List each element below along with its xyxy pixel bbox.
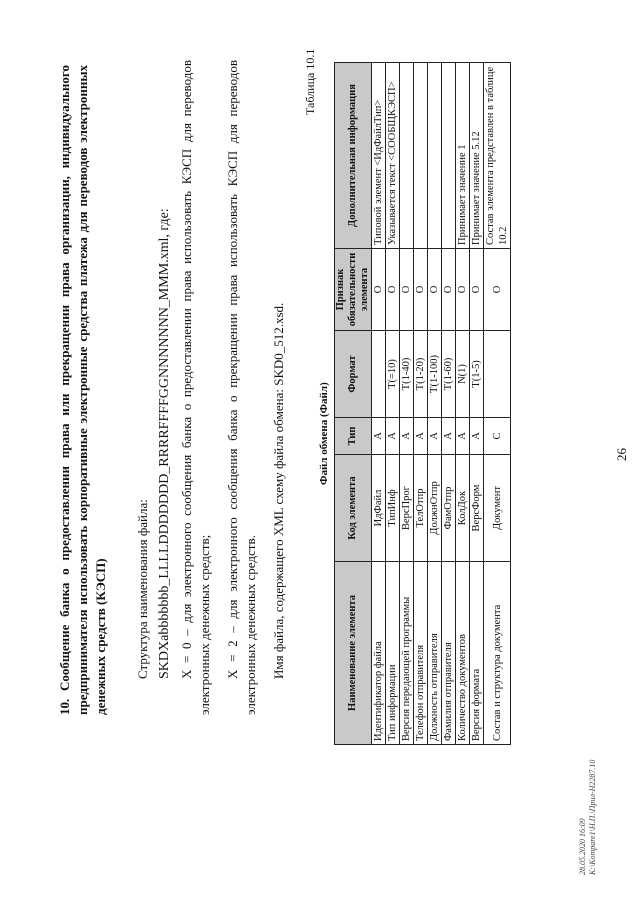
table-cell: О <box>372 249 386 331</box>
table-row <box>470 63 484 745</box>
exchange-file-table <box>334 62 511 745</box>
paragraph-structure: Структура наименования файла: <box>135 499 150 679</box>
table-cell: Принимает значение 1 <box>456 63 470 249</box>
table-cell: A <box>442 418 456 455</box>
table-cell: Количество документов <box>456 562 470 745</box>
table-cell: ФамОтпр <box>442 455 456 562</box>
table-row <box>456 63 470 745</box>
table-cell: T(1-60) <box>442 331 456 418</box>
table-cell: О <box>470 249 484 331</box>
table-cell: ВерсПрог <box>400 455 414 562</box>
paragraph-x2: X = 2 – для электронного сообщения банка о прекращении права использовать КЭСП для переводов электронных денежных средств. <box>225 60 258 715</box>
table-cell: A <box>456 418 470 455</box>
table-caption: Файл обмена (Файл) <box>318 382 330 485</box>
table-cell: A <box>386 418 400 455</box>
table-row <box>484 63 511 745</box>
table-cell: Тип информации <box>386 562 400 745</box>
table-cell: ИдФайл <box>372 455 386 562</box>
section-heading: 10. Сообщение банка о предоставлении права или прекращении права организации, индивидуального предпринимателя использовать корпоративные электронные средства платежа для переводов электронных денежных средств (КЭСП) <box>57 65 108 715</box>
table-row <box>372 63 386 745</box>
table-cell: Состав элемента представлен в таблице 10.2 <box>484 63 511 249</box>
table-cell: T(=10) <box>386 331 400 418</box>
table-cell: Версия формата <box>470 562 484 745</box>
table-cell: О <box>400 249 414 331</box>
table-cell: A <box>428 418 442 455</box>
table-cell: О <box>442 249 456 331</box>
print-stamp <box>578 760 598 875</box>
table-cell: О <box>386 249 400 331</box>
table-cell: ДолжнОтпр <box>428 455 442 562</box>
table-cell <box>442 63 456 249</box>
table-cell: A <box>414 418 428 455</box>
col-header-name: Наименование элемента <box>335 562 372 745</box>
table-row <box>400 63 414 745</box>
table-cell: Документ <box>484 455 511 562</box>
col-header-info: Дополнительная информация <box>335 63 372 249</box>
table-cell: Указывается текст <СООБЩКЭСП> <box>386 63 400 249</box>
table-cell: ВерсФорм <box>470 455 484 562</box>
table-cell: О <box>484 249 511 331</box>
table-cell: О <box>428 249 442 331</box>
table-cell: A <box>470 418 484 455</box>
paragraph-x0: X = 0 – для электронного сообщения банка о предоставлении права использовать КЭСП для переводов электронных денежных средств; <box>179 60 212 715</box>
paragraph-filename: SKDXabbbbbbb_LLLLDDDDDDD_RRRRFFFFGGNNNNNNN_MMM.xml, где: <box>157 208 172 679</box>
table-cell: N(1) <box>456 331 470 418</box>
table-cell: КолДок <box>456 455 470 562</box>
col-header-code: Код элемента <box>335 455 372 562</box>
table-cell: Типовой элемент <ИдФайлТип> <box>372 63 386 249</box>
table-cell: С <box>484 418 511 455</box>
table-cell: Идентификатор файла <box>372 562 386 745</box>
table-cell: Фамилия отправителя <box>442 562 456 745</box>
table-cell: Должность отправителя <box>428 562 442 745</box>
table-cell: ТипИнф <box>386 455 400 562</box>
table-cell: ТелОтпр <box>414 455 428 562</box>
table-row <box>428 63 442 745</box>
table-cell <box>400 63 414 249</box>
table-cell: О <box>456 249 470 331</box>
table-cell: Телефон отправителя <box>414 562 428 745</box>
table-cell: О <box>414 249 428 331</box>
col-header-type: Тип <box>335 418 372 455</box>
col-header-required: Признак обязательности элемента <box>335 249 372 331</box>
table-cell: T(1-100) <box>428 331 442 418</box>
table-cell: Состав и структура документа <box>484 562 511 745</box>
table-row <box>414 63 428 745</box>
table-cell <box>484 331 511 418</box>
stamp-path: К:\Kompare1\Н.П.\Прил-H2287.10 <box>588 759 597 875</box>
table-cell: Принимает значение 5.12 <box>470 63 484 249</box>
paragraph-schema: Имя файла, содержащего XML схему файла обмена: SKD0_512.xsd. <box>271 302 286 679</box>
table-row <box>442 63 456 745</box>
table-number: Таблица 10.1 <box>303 48 317 115</box>
table-cell: Версия передающей программы <box>400 562 414 745</box>
table-cell <box>428 63 442 249</box>
table-cell <box>372 331 386 418</box>
table-cell: T(1-20) <box>414 331 428 418</box>
table-header-row <box>335 63 372 745</box>
table-cell: A <box>372 418 386 455</box>
table-body <box>372 63 511 745</box>
table-cell: T(1-5) <box>470 331 484 418</box>
stamp-date: 28.05.2020 16:09 <box>578 818 587 875</box>
table-cell: A <box>400 418 414 455</box>
table-cell: T(1-40) <box>400 331 414 418</box>
table-row <box>386 63 400 745</box>
col-header-format: Формат <box>335 331 372 418</box>
page-number: 26 <box>614 448 629 461</box>
table-cell <box>414 63 428 249</box>
